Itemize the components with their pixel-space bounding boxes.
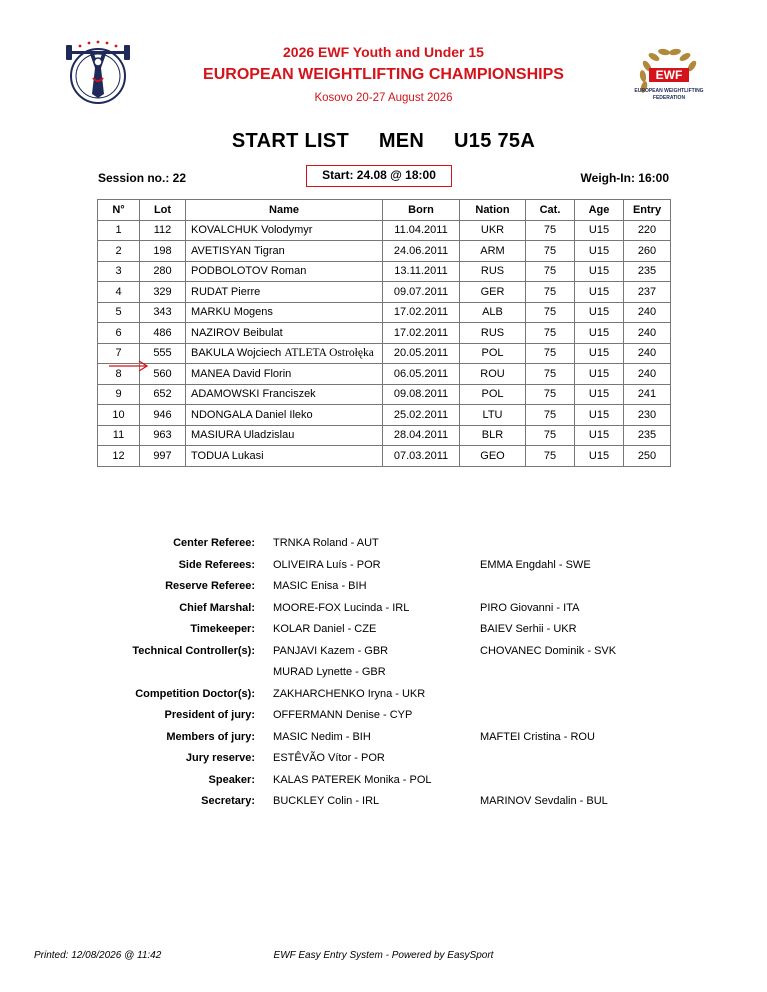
title-category: U15 75A [454, 130, 536, 152]
cell-name [186, 425, 383, 446]
cell-name [186, 343, 383, 364]
cell-number: 5 [98, 302, 140, 323]
official-name-secondary: CHOVANEC Dominik - SVK [480, 644, 617, 657]
cell-category: 75 [526, 425, 575, 446]
cell-entry: 237 [624, 282, 671, 303]
athlete-name: PODBOLOTOV Roman [191, 265, 307, 278]
cell-category: 75 [526, 343, 575, 364]
table-row [98, 241, 671, 262]
cell-age: U15 [575, 446, 624, 467]
cell-born: 28.04.2011 [383, 425, 460, 446]
cell-nation: POL [460, 343, 526, 364]
cell-entry: 235 [624, 261, 671, 282]
cell-age: U15 [575, 343, 624, 364]
cell-born: 11.04.2011 [383, 220, 460, 241]
ewf-logo-caption1: EUROPEAN WEIGHTLIFTING [634, 88, 704, 94]
cell-category: 75 [526, 282, 575, 303]
cell-name [186, 282, 383, 303]
cell-name [186, 220, 383, 241]
cell-entry: 240 [624, 302, 671, 323]
cell-category: 75 [526, 220, 575, 241]
official-name: KOLAR Daniel - CZE [273, 623, 377, 635]
cell-age: U15 [575, 261, 624, 282]
cell-entry: 260 [624, 241, 671, 262]
official-name-secondary: EMMA Engdahl - SWE [480, 558, 591, 571]
official-role-label: Speaker: [208, 773, 255, 786]
cell-lot: 198 [140, 241, 186, 262]
col-header-entry: Entry [624, 200, 671, 221]
event-title: EUROPEAN WEIGHTLIFTING CHAMPIONSHIPS [203, 66, 564, 83]
cell-born: 09.07.2011 [383, 282, 460, 303]
page-title [0, 130, 767, 153]
col-header-number: N° [98, 200, 140, 221]
official-role-label: Members of jury: [166, 730, 255, 743]
cell-number: 7 [98, 343, 140, 364]
cell-nation: ALB [460, 302, 526, 323]
cell-born: 13.11.2011 [383, 261, 460, 282]
cell-nation: ROU [460, 364, 526, 385]
event-subtitle: 2026 EWF Youth and Under 15 [283, 44, 484, 60]
cell-lot: 997 [140, 446, 186, 467]
cell-lot: 112 [140, 220, 186, 241]
cell-nation: BLR [460, 425, 526, 446]
official-role-label: Center Referee: [173, 537, 255, 549]
cell-born: 20.05.2011 [383, 343, 460, 364]
cell-nation: UKR [460, 220, 526, 241]
athlete-club: ATLETA Ostrołęka [284, 347, 374, 360]
table-row [98, 364, 671, 385]
athlete-name: NDONGALA Daniel Ileko [191, 408, 313, 421]
cell-age: U15 [575, 241, 624, 262]
cell-number: 4 [98, 282, 140, 303]
cell-entry: 230 [624, 405, 671, 426]
cell-nation: LTU [460, 405, 526, 426]
cell-nation: POL [460, 384, 526, 405]
official-role-label: Side Referees: [178, 558, 255, 571]
official-name: TRNKA Roland - AUT [273, 537, 379, 549]
official-name: ZAKHARCHENKO Iryna - UKR [273, 687, 426, 700]
cell-number: 3 [98, 261, 140, 282]
athlete-name: NAZIROV Beibulat [191, 326, 283, 339]
ewf-logo-caption2: FEDERATION [652, 95, 686, 101]
official-name-secondary: PIRO Giovanni - ITA [480, 601, 580, 614]
cell-born: 25.02.2011 [383, 405, 460, 426]
cell-age: U15 [575, 323, 624, 344]
cell-category: 75 [526, 241, 575, 262]
cell-lot: 946 [140, 405, 186, 426]
session-number: Session no.: 22 [98, 171, 187, 185]
cell-number: 6 [98, 323, 140, 344]
cell-category: 75 [526, 384, 575, 405]
cell-name [186, 384, 383, 405]
cell-lot: 486 [140, 323, 186, 344]
table-row [98, 220, 671, 241]
athlete-name: KOVALCHUK Volodymyr [191, 224, 313, 237]
cell-entry: 240 [624, 364, 671, 385]
athlete-name: MARKU Mogens [191, 306, 273, 319]
athlete-name: AVETISYAN Tigran [191, 244, 285, 257]
title-gender: MEN [378, 130, 425, 152]
official-role-label: Jury reserve: [185, 752, 255, 764]
cell-category: 75 [526, 364, 575, 385]
cell-nation: GEO [460, 446, 526, 467]
col-header-born: Born [383, 200, 460, 221]
cell-born: 17.02.2011 [383, 323, 460, 344]
cell-age: U15 [575, 384, 624, 405]
official-name-secondary: BAIEV Serhii - UKR [480, 623, 577, 635]
cell-born: 07.03.2011 [383, 446, 460, 467]
cell-entry: 235 [624, 425, 671, 446]
cell-nation: GER [460, 282, 526, 303]
cell-name [186, 323, 383, 344]
system-credit: EWF Easy Entry System - Powered by EasySport [273, 950, 494, 961]
cell-born: 24.06.2011 [383, 241, 460, 262]
col-header-age: Age [575, 200, 624, 221]
official-name: MASIC Enisa - BIH [273, 580, 367, 592]
cell-number: 2 [98, 241, 140, 262]
athlete-name: BAKULA Wojciech [191, 347, 282, 360]
cell-age: U15 [575, 364, 624, 385]
event-location-dates: Kosovo 20-27 August 2026 [314, 92, 453, 104]
cell-lot: 560 [140, 364, 186, 385]
table-header-row [98, 200, 671, 221]
col-header-name: Name [186, 200, 383, 221]
official-role-label: Timekeeper: [190, 623, 255, 635]
athlete-name: MASIURA Uladzislau [191, 429, 295, 442]
cell-lot: 329 [140, 282, 186, 303]
cell-category: 75 [526, 446, 575, 467]
official-name: OLIVEIRA Luís - POR [273, 558, 381, 571]
cell-entry: 240 [624, 323, 671, 344]
ewf-logo-brand: EWF [655, 68, 683, 82]
cell-lot: 963 [140, 425, 186, 446]
cell-age: U15 [575, 220, 624, 241]
official-role-label: Technical Controller(s): [132, 644, 255, 657]
cell-born: 09.08.2011 [383, 384, 460, 405]
official-role-label: Competition Doctor(s): [135, 687, 255, 700]
cell-lot: 343 [140, 302, 186, 323]
cell-name [186, 405, 383, 426]
official-role-label: Chief Marshal: [179, 601, 255, 614]
cell-entry: 250 [624, 446, 671, 467]
official-name: OFFERMANN Denise - CYP [273, 709, 413, 721]
red-arrow-annotation [108, 359, 150, 371]
official-name-secondary: MARINOV Sevdalin - BUL [480, 795, 608, 807]
title-start-list: START LIST [231, 130, 349, 152]
start-list-table [97, 199, 671, 467]
official-role-label: Secretary: [201, 795, 255, 807]
cell-name [186, 364, 383, 385]
official-role-label: President of jury: [164, 709, 255, 721]
cell-number: 1 [98, 220, 140, 241]
official-name: MASIC Nedim - BIH [273, 730, 371, 743]
cell-entry: 241 [624, 384, 671, 405]
cell-born: 17.02.2011 [383, 302, 460, 323]
table-row [98, 405, 671, 426]
cell-nation: ARM [460, 241, 526, 262]
official-name: PANJAVI Kazem - GBR [273, 644, 389, 657]
cell-name [186, 241, 383, 262]
table-row [98, 446, 671, 467]
cell-entry: 240 [624, 343, 671, 364]
table-row [98, 302, 671, 323]
athlete-name: MANEA David Florin [191, 367, 292, 380]
official-name: KALAS PATEREK Monika - POL [273, 773, 432, 786]
cell-category: 75 [526, 302, 575, 323]
cell-lot: 555 [140, 343, 186, 364]
official-name-secondary: MAFTEI Cristina - ROU [480, 730, 595, 743]
table-row [98, 261, 671, 282]
cell-age: U15 [575, 302, 624, 323]
cell-category: 75 [526, 405, 575, 426]
col-header-category: Cat. [526, 200, 575, 221]
cell-age: U15 [575, 282, 624, 303]
cell-number: 8 [98, 364, 140, 385]
table-row [98, 323, 671, 344]
cell-born: 06.05.2011 [383, 364, 460, 385]
athlete-name: TODUA Lukasi [191, 449, 264, 462]
cell-number: 11 [98, 425, 140, 446]
cell-lot: 652 [140, 384, 186, 405]
cell-age: U15 [575, 425, 624, 446]
official-name: MOORE-FOX Lucinda - IRL [273, 601, 410, 614]
col-header-nation: Nation [460, 200, 526, 221]
table-row [98, 384, 671, 405]
start-time: Start: 24.08 @ 18:00 [306, 165, 452, 187]
official-name: BUCKLEY Colin - IRL [273, 795, 380, 807]
cell-name [186, 446, 383, 467]
cell-number: 12 [98, 446, 140, 467]
athlete-name: RUDAT Pierre [191, 285, 261, 298]
table-row [98, 425, 671, 446]
official-role-label: Reserve Referee: [165, 580, 255, 592]
table-row [98, 282, 671, 303]
cell-number: 9 [98, 384, 140, 405]
cell-category: 75 [526, 261, 575, 282]
printed-timestamp: Printed: 12/08/2026 @ 11:42 [34, 950, 162, 961]
cell-lot: 280 [140, 261, 186, 282]
cell-nation: RUS [460, 261, 526, 282]
cell-category: 75 [526, 323, 575, 344]
cell-entry: 220 [624, 220, 671, 241]
athlete-name: ADAMOWSKI Franciszek [191, 388, 316, 401]
cell-name [186, 261, 383, 282]
table-row [98, 343, 671, 364]
cell-number: 10 [98, 405, 140, 426]
cell-age: U15 [575, 405, 624, 426]
official-name: MURAD Lynette - GBR [273, 666, 386, 678]
cell-nation: RUS [460, 323, 526, 344]
cell-name [186, 302, 383, 323]
official-name: ESTÊVÃO Vítor - POR [273, 752, 385, 764]
col-header-lot: Lot [140, 200, 186, 221]
weigh-in-time: Weigh-In: 16:00 [580, 171, 669, 185]
